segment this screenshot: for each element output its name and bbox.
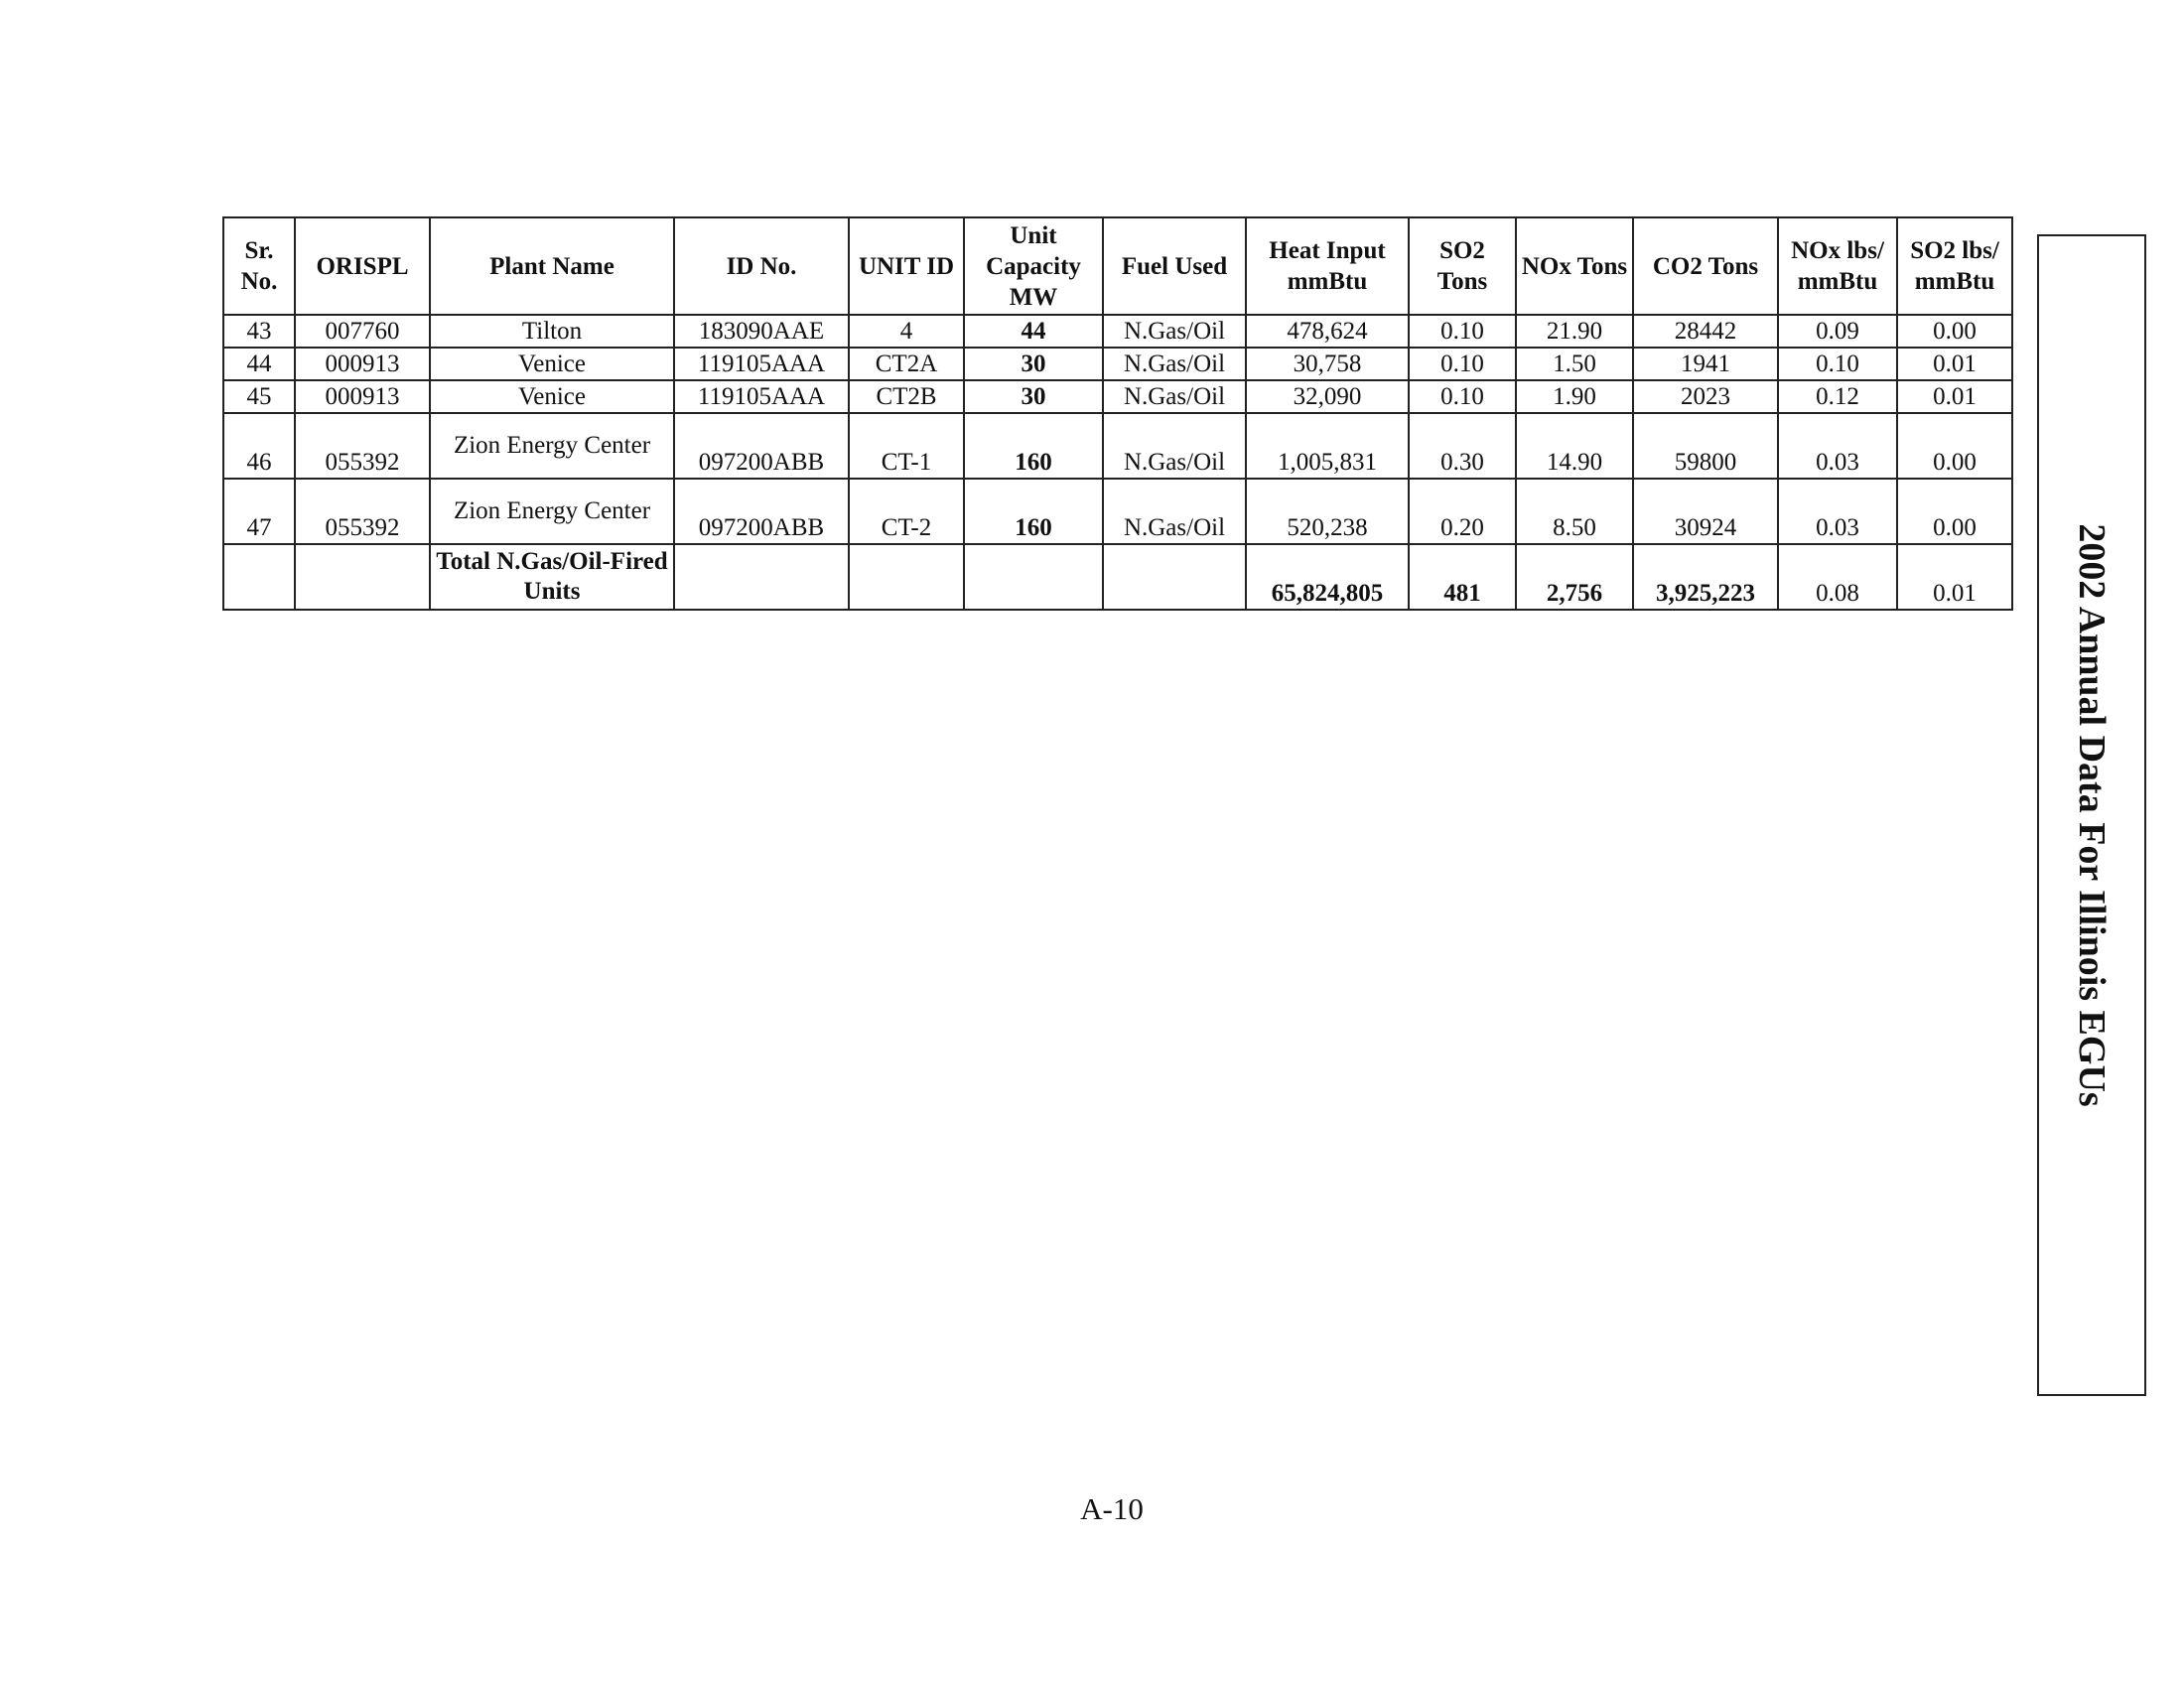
- cell-capacity: 44: [964, 315, 1103, 348]
- cell-nox-rate: 0.03: [1778, 413, 1897, 479]
- table-row: [223, 413, 2012, 479]
- header-orispl: ORISPL: [295, 217, 430, 315]
- cell-orispl: 007760: [295, 315, 430, 348]
- side-title-box: [2037, 234, 2146, 1396]
- cell-sr-no: 47: [223, 479, 295, 544]
- header-unit-capacity: Unit Capacity MW: [964, 217, 1103, 315]
- header-sr-no: Sr. No.: [223, 217, 295, 315]
- cell-orispl: 055392: [295, 413, 430, 479]
- cell-co2-tons: 28442: [1633, 315, 1778, 348]
- header-heat-input: Heat Input mmBtu: [1246, 217, 1409, 315]
- cell-heat-input: 32,090: [1246, 380, 1409, 413]
- cell-unit-id: 4: [849, 315, 964, 348]
- total-capacity: [964, 544, 1103, 610]
- total-id-no: [674, 544, 849, 610]
- total-sr-no: [223, 544, 295, 610]
- cell-orispl: 000913: [295, 380, 430, 413]
- cell-sr-no: 46: [223, 413, 295, 479]
- header-plant-name: Plant Name: [430, 217, 674, 315]
- cell-so2-rate: 0.00: [1897, 479, 2012, 544]
- cell-plant-name: Tilton: [430, 315, 674, 348]
- total-so2-tons: 481: [1409, 544, 1516, 610]
- cell-capacity: 160: [964, 479, 1103, 544]
- cell-capacity: 160: [964, 413, 1103, 479]
- header-row: [223, 217, 2012, 315]
- side-title: 2002 Annual Data For Illinois EGUs: [2071, 523, 2113, 1107]
- cell-so2-rate: 0.01: [1897, 348, 2012, 380]
- cell-fuel: N.Gas/Oil: [1103, 315, 1246, 348]
- cell-fuel: N.Gas/Oil: [1103, 348, 1246, 380]
- total-nox-rate: 0.08: [1778, 544, 1897, 610]
- cell-fuel: N.Gas/Oil: [1103, 413, 1246, 479]
- cell-sr-no: 43: [223, 315, 295, 348]
- cell-fuel: N.Gas/Oil: [1103, 479, 1246, 544]
- cell-so2-tons: 0.20: [1409, 479, 1516, 544]
- cell-id-no: 119105AAA: [674, 380, 849, 413]
- cell-id-no: 119105AAA: [674, 348, 849, 380]
- table-row: [223, 315, 2012, 348]
- table-row: [223, 479, 2012, 544]
- header-unit-id: UNIT ID: [849, 217, 964, 315]
- table-row: [223, 380, 2012, 413]
- header-nox-tons: NOx Tons: [1516, 217, 1633, 315]
- cell-plant-name: Zion Energy Center: [430, 413, 674, 479]
- total-heat-input: 65,824,805: [1246, 544, 1409, 610]
- cell-nox-tons: 14.90: [1516, 413, 1633, 479]
- cell-id-no: 097200ABB: [674, 479, 849, 544]
- cell-unit-id: CT2A: [849, 348, 964, 380]
- cell-nox-rate: 0.10: [1778, 348, 1897, 380]
- total-nox-tons: 2,756: [1516, 544, 1633, 610]
- total-orispl: [295, 544, 430, 610]
- total-co2-tons: 3,925,223: [1633, 544, 1778, 610]
- cell-id-no: 183090AAE: [674, 315, 849, 348]
- header-id-no: ID No.: [674, 217, 849, 315]
- cell-heat-input: 1,005,831: [1246, 413, 1409, 479]
- emissions-table: [222, 216, 2013, 611]
- cell-plant-name: Zion Energy Center: [430, 479, 674, 544]
- cell-so2-tons: 0.10: [1409, 315, 1516, 348]
- cell-heat-input: 520,238: [1246, 479, 1409, 544]
- header-so2-tons: SO2 Tons: [1409, 217, 1516, 315]
- total-unit-id: [849, 544, 964, 610]
- table-row: [223, 348, 2012, 380]
- cell-plant-name: Venice: [430, 348, 674, 380]
- cell-co2-tons: 2023: [1633, 380, 1778, 413]
- cell-nox-rate: 0.12: [1778, 380, 1897, 413]
- cell-heat-input: 30,758: [1246, 348, 1409, 380]
- cell-sr-no: 45: [223, 380, 295, 413]
- cell-nox-tons: 21.90: [1516, 315, 1633, 348]
- cell-unit-id: CT-2: [849, 479, 964, 544]
- cell-unit-id: CT-1: [849, 413, 964, 479]
- total-so2-rate: 0.01: [1897, 544, 2012, 610]
- page-number: A-10: [1080, 1491, 1144, 1526]
- cell-nox-rate: 0.09: [1778, 315, 1897, 348]
- total-label: Total N.Gas/Oil-Fired Units: [430, 544, 674, 610]
- cell-so2-tons: 0.10: [1409, 380, 1516, 413]
- total-fuel: [1103, 544, 1246, 610]
- cell-heat-input: 478,624: [1246, 315, 1409, 348]
- cell-co2-tons: 1941: [1633, 348, 1778, 380]
- cell-co2-tons: 59800: [1633, 413, 1778, 479]
- cell-id-no: 097200ABB: [674, 413, 849, 479]
- header-nox-rate: NOx lbs/ mmBtu: [1778, 217, 1897, 315]
- cell-nox-tons: 1.90: [1516, 380, 1633, 413]
- header-fuel-used: Fuel Used: [1103, 217, 1246, 315]
- cell-orispl: 000913: [295, 348, 430, 380]
- cell-so2-rate: 0.00: [1897, 315, 2012, 348]
- cell-co2-tons: 30924: [1633, 479, 1778, 544]
- cell-so2-rate: 0.01: [1897, 380, 2012, 413]
- cell-capacity: 30: [964, 348, 1103, 380]
- cell-fuel: N.Gas/Oil: [1103, 380, 1246, 413]
- cell-nox-rate: 0.03: [1778, 479, 1897, 544]
- cell-orispl: 055392: [295, 479, 430, 544]
- header-so2-rate: SO2 lbs/ mmBtu: [1897, 217, 2012, 315]
- total-row: [223, 544, 2012, 610]
- cell-nox-tons: 8.50: [1516, 479, 1633, 544]
- cell-capacity: 30: [964, 380, 1103, 413]
- cell-unit-id: CT2B: [849, 380, 964, 413]
- cell-sr-no: 44: [223, 348, 295, 380]
- cell-so2-tons: 0.10: [1409, 348, 1516, 380]
- header-co2-tons: CO2 Tons: [1633, 217, 1778, 315]
- cell-nox-tons: 1.50: [1516, 348, 1633, 380]
- cell-plant-name: Venice: [430, 380, 674, 413]
- cell-so2-tons: 0.30: [1409, 413, 1516, 479]
- cell-so2-rate: 0.00: [1897, 413, 2012, 479]
